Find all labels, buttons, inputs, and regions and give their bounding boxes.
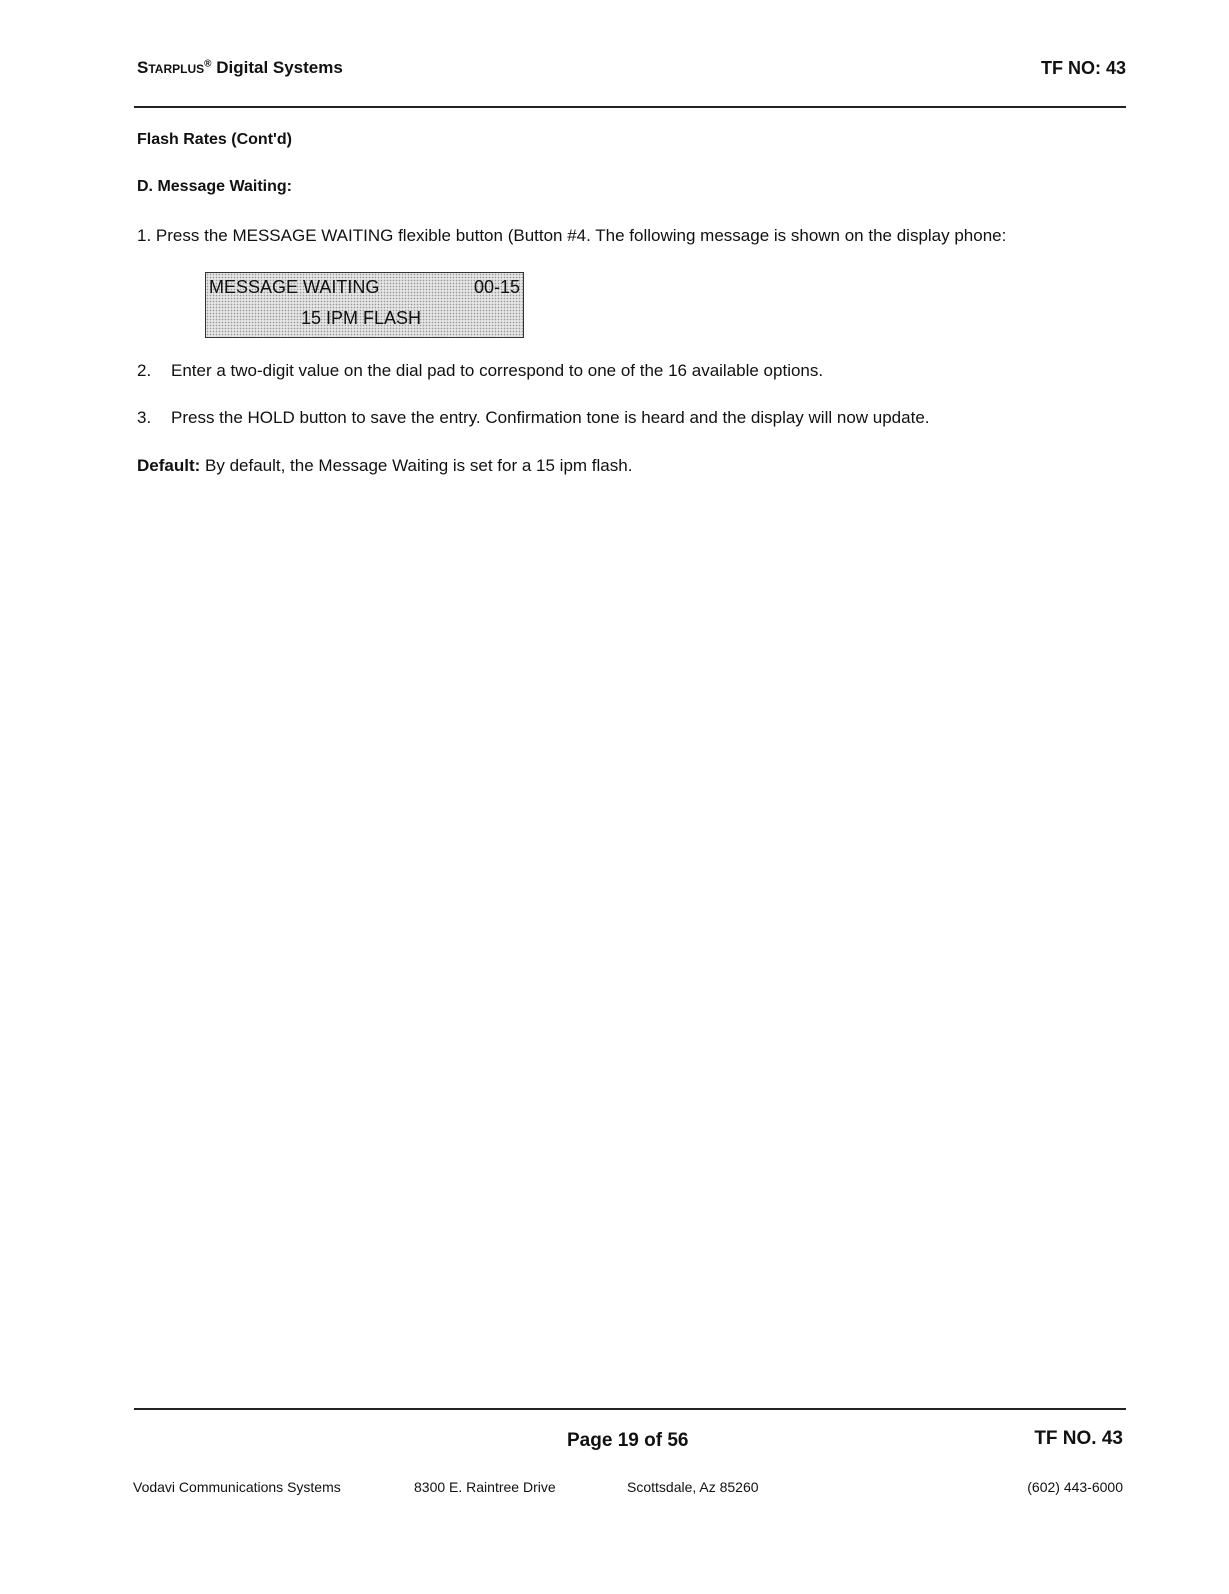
display-line2: 15 IPM FLASH xyxy=(301,308,422,328)
brand-subtitle: Digital Systems xyxy=(211,58,343,77)
step-1-text: Press the MESSAGE WAITING flexible button (Button #4. The following message is shown on the display phone: xyxy=(155,226,1007,245)
brand-name: Starplus xyxy=(137,58,205,77)
footer-company: Vodavi Communications Systems xyxy=(133,1479,341,1495)
default-label: Default: xyxy=(137,456,201,475)
default-note xyxy=(137,456,632,476)
display-line1-code: 00-15 xyxy=(473,277,520,297)
footer-phone: (602) 443-6000 xyxy=(1027,1479,1123,1495)
page-number: Page 19 of 56 xyxy=(567,1430,689,1451)
step-2-number: 2. xyxy=(137,361,152,380)
display-line1-label: MESSAGE WAITING xyxy=(209,277,380,297)
footer-divider xyxy=(134,1408,1126,1410)
step-1 xyxy=(137,226,1006,246)
step-3-number: 3. xyxy=(137,408,152,427)
header-brand xyxy=(137,58,343,78)
section-title: Flash Rates (Cont'd) xyxy=(137,131,292,148)
step-3-text: Press the HOLD button to save the entry. Confirmation tone is heard and the display will now update. xyxy=(171,408,930,427)
footer-doc-id: TF NO. 43 xyxy=(1034,1428,1123,1449)
footer-city: Scottsdale, Az 85260 xyxy=(627,1479,759,1495)
footer-address: 8300 E. Raintree Drive xyxy=(414,1479,556,1495)
phone-display xyxy=(205,272,524,338)
step-1-number: 1. xyxy=(137,226,152,245)
step-2 xyxy=(137,361,823,381)
step-3 xyxy=(137,408,930,428)
subsection-title: D. Message Waiting: xyxy=(137,178,292,195)
default-text: By default, the Message Waiting is set for a 15 ipm flash. xyxy=(200,456,633,475)
step-2-text: Enter a two-digit value on the dial pad to correspond to one of the 16 available options. xyxy=(171,361,824,380)
header-divider xyxy=(134,106,1126,108)
registered-mark: ® xyxy=(204,58,212,70)
header-doc-id: TF NO: 43 xyxy=(1040,58,1126,78)
